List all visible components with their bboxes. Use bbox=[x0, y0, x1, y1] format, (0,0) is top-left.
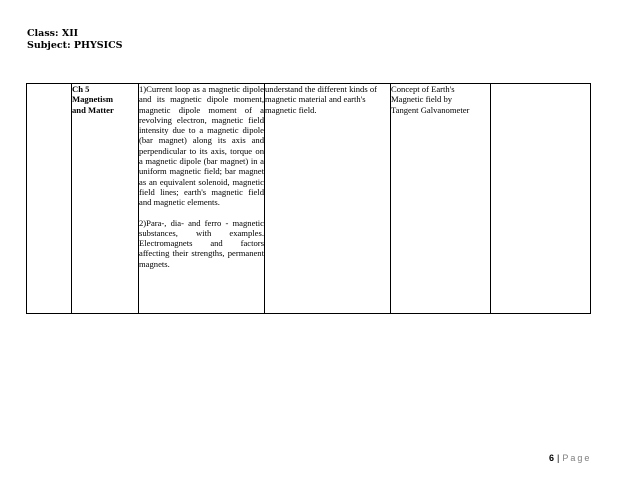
objective-cell: understand the different kinds of magnetic material and earth's magnetic field. bbox=[265, 84, 391, 314]
footer-separator: | bbox=[557, 453, 560, 463]
chapter-number: Ch 5 bbox=[72, 84, 90, 94]
content-cell bbox=[139, 84, 265, 314]
chapter-name-line1: Magnetism bbox=[72, 94, 114, 105]
class-line: Class: XII bbox=[27, 28, 79, 39]
page-label: Page bbox=[562, 453, 592, 463]
empty-cell-serial bbox=[27, 84, 72, 314]
concept-cell bbox=[391, 84, 491, 314]
content-paragraph-2: 2)Para-, dia- and ferro - magnetic substances, with examples. Electromagnets and factors affecting their strengths, permanent magnets. bbox=[139, 217, 264, 269]
syllabus-table bbox=[26, 83, 591, 314]
empty-cell-last bbox=[491, 84, 591, 314]
concept-line2: Magnetic field by bbox=[391, 94, 453, 105]
page-number: 6 bbox=[549, 453, 555, 463]
page-footer bbox=[549, 453, 591, 463]
content-paragraph-1: 1)Current loop as a magnetic dipole and its magnetic dipole moment, magnetic dipole moment of a revolving electron, magnetic field intensity due to a magnetic dipole (bar magnet) along its axis and perpendicular to its axis, torque on a magnetic dipole (bar magnet) in a uniform magnetic field; bar magnet as an equivalent solenoid, magnetic field lines; earth's magnetic field and magnetic elements. bbox=[139, 84, 264, 208]
chapter-name-line2: and Matter bbox=[72, 104, 114, 115]
subject-line: Subject: PHYSICS bbox=[27, 40, 123, 51]
concept-line3: Tangent Galvanometer bbox=[391, 104, 470, 115]
document-header bbox=[27, 28, 123, 52]
table-row bbox=[27, 84, 591, 314]
concept-line1: Concept of Earth's bbox=[391, 84, 455, 94]
chapter-cell bbox=[72, 84, 139, 314]
